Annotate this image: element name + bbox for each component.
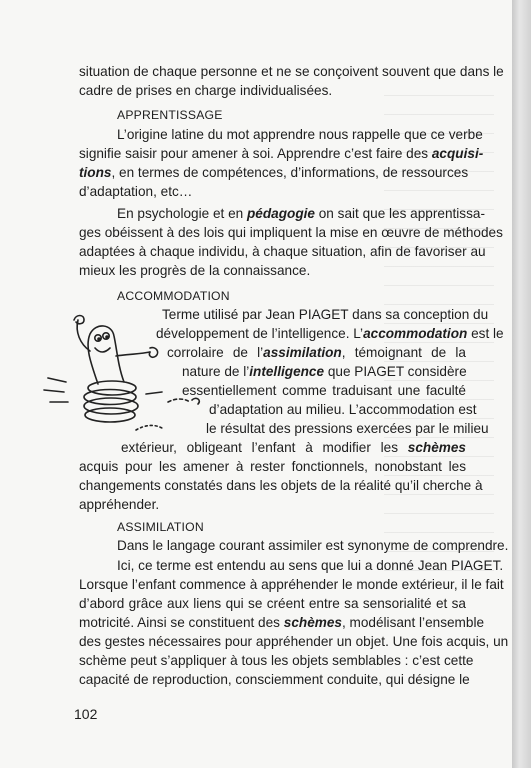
keyword: tions xyxy=(79,165,112,180)
text-line: d’adaptation, etc… xyxy=(79,184,193,199)
text-line: d’adaptation au milieu. L’accommodation est xyxy=(209,402,477,417)
text-line: appréhender. xyxy=(79,497,160,512)
text-line: signifie saisir pour amener à soi. Apprendre c’est faire des acquisi- xyxy=(79,146,484,161)
section-heading-accommodation: ACCOMMODATION xyxy=(117,289,230,303)
keyword: intelligence xyxy=(249,364,325,379)
text-line: L’origine latine du mot apprendre nous rappelle que ce verbe xyxy=(117,127,483,142)
keyword: pédagogie xyxy=(246,206,315,221)
page-number: 102 xyxy=(74,706,98,722)
text-line: tions, en termes de compétences, d’informations, de ressources xyxy=(79,165,469,180)
text-line: Terme utilisé par Jean PIAGET dans sa conception du xyxy=(162,307,489,322)
text-line: changements constatés dans les objets de la réalité qu’il cherche à xyxy=(79,478,483,493)
keyword: acquisi- xyxy=(431,146,484,161)
text-line: Dans le langage courant assimiler est synonyme de comprendre. xyxy=(117,538,509,553)
text-line: capacité de reproduction, consciemment conduite, qui désigne le xyxy=(79,672,470,687)
text-line: mieux les progrès de la connaissance. xyxy=(79,263,311,278)
keyword: schèmes xyxy=(407,440,466,455)
text-line: développement de l’intelligence. L’accommodation est le xyxy=(156,326,504,341)
text-line: le résultat des pressions exercées par le milieu xyxy=(206,421,489,436)
keyword: accommodation xyxy=(363,326,468,341)
text-line: adaptées à chaque individu, à chaque situation, afin de favoriser au xyxy=(79,244,486,259)
text-line: cadre de prises en charge individualisées. xyxy=(79,83,333,98)
text-line: En psychologie et en pédagogie on sait que les apprentissa- xyxy=(117,206,485,221)
keyword: assimilation xyxy=(263,345,342,360)
text-line: corrolaire de l’assimilation, témoignant de la xyxy=(167,345,466,360)
page-edge xyxy=(512,0,531,768)
text-line: motricité. Ainsi se constituent des schèmes, modélisant l’ensemble xyxy=(79,615,485,630)
text-line: extérieur, obligeant l’enfant à modifier les schèmes xyxy=(121,440,466,455)
text-line: Lorsque l’enfant commence à appréhender le monde extérieur, il le fait xyxy=(79,577,504,592)
text-line: situation de chaque personne et ne se conçoivent souvent que dans le xyxy=(79,64,504,79)
text-line: d’abord grâce aux liens qui se créent entre sa sensorialité et sa xyxy=(79,596,466,611)
text-line: schème peut s’appliquer à tous les objets semblables : c’est cette xyxy=(79,653,474,668)
spring-character-illustration xyxy=(40,306,220,436)
text-line: nature de l’intelligence que PIAGET considère xyxy=(182,364,467,379)
text-line: Ici, ce terme est entendu au sens que lui a donné Jean PIAGET. xyxy=(117,558,504,573)
section-heading-apprentissage: APPRENTISSAGE xyxy=(117,108,223,122)
text-line: acquis pour les amener à rester fonctionnels, nonobstant les xyxy=(79,459,466,474)
text-line: ges obéissent à des lois qui impliquent la mise en œuvre de méthodes xyxy=(79,225,503,240)
keyword: schèmes xyxy=(283,615,342,630)
text-line: essentiellement comme traduisant une faculté xyxy=(182,383,466,398)
section-heading-assimilation: ASSIMILATION xyxy=(117,520,204,534)
text-line: des gestes nécessaires pour appréhender un objet. Une fois acquis, un xyxy=(79,634,509,649)
